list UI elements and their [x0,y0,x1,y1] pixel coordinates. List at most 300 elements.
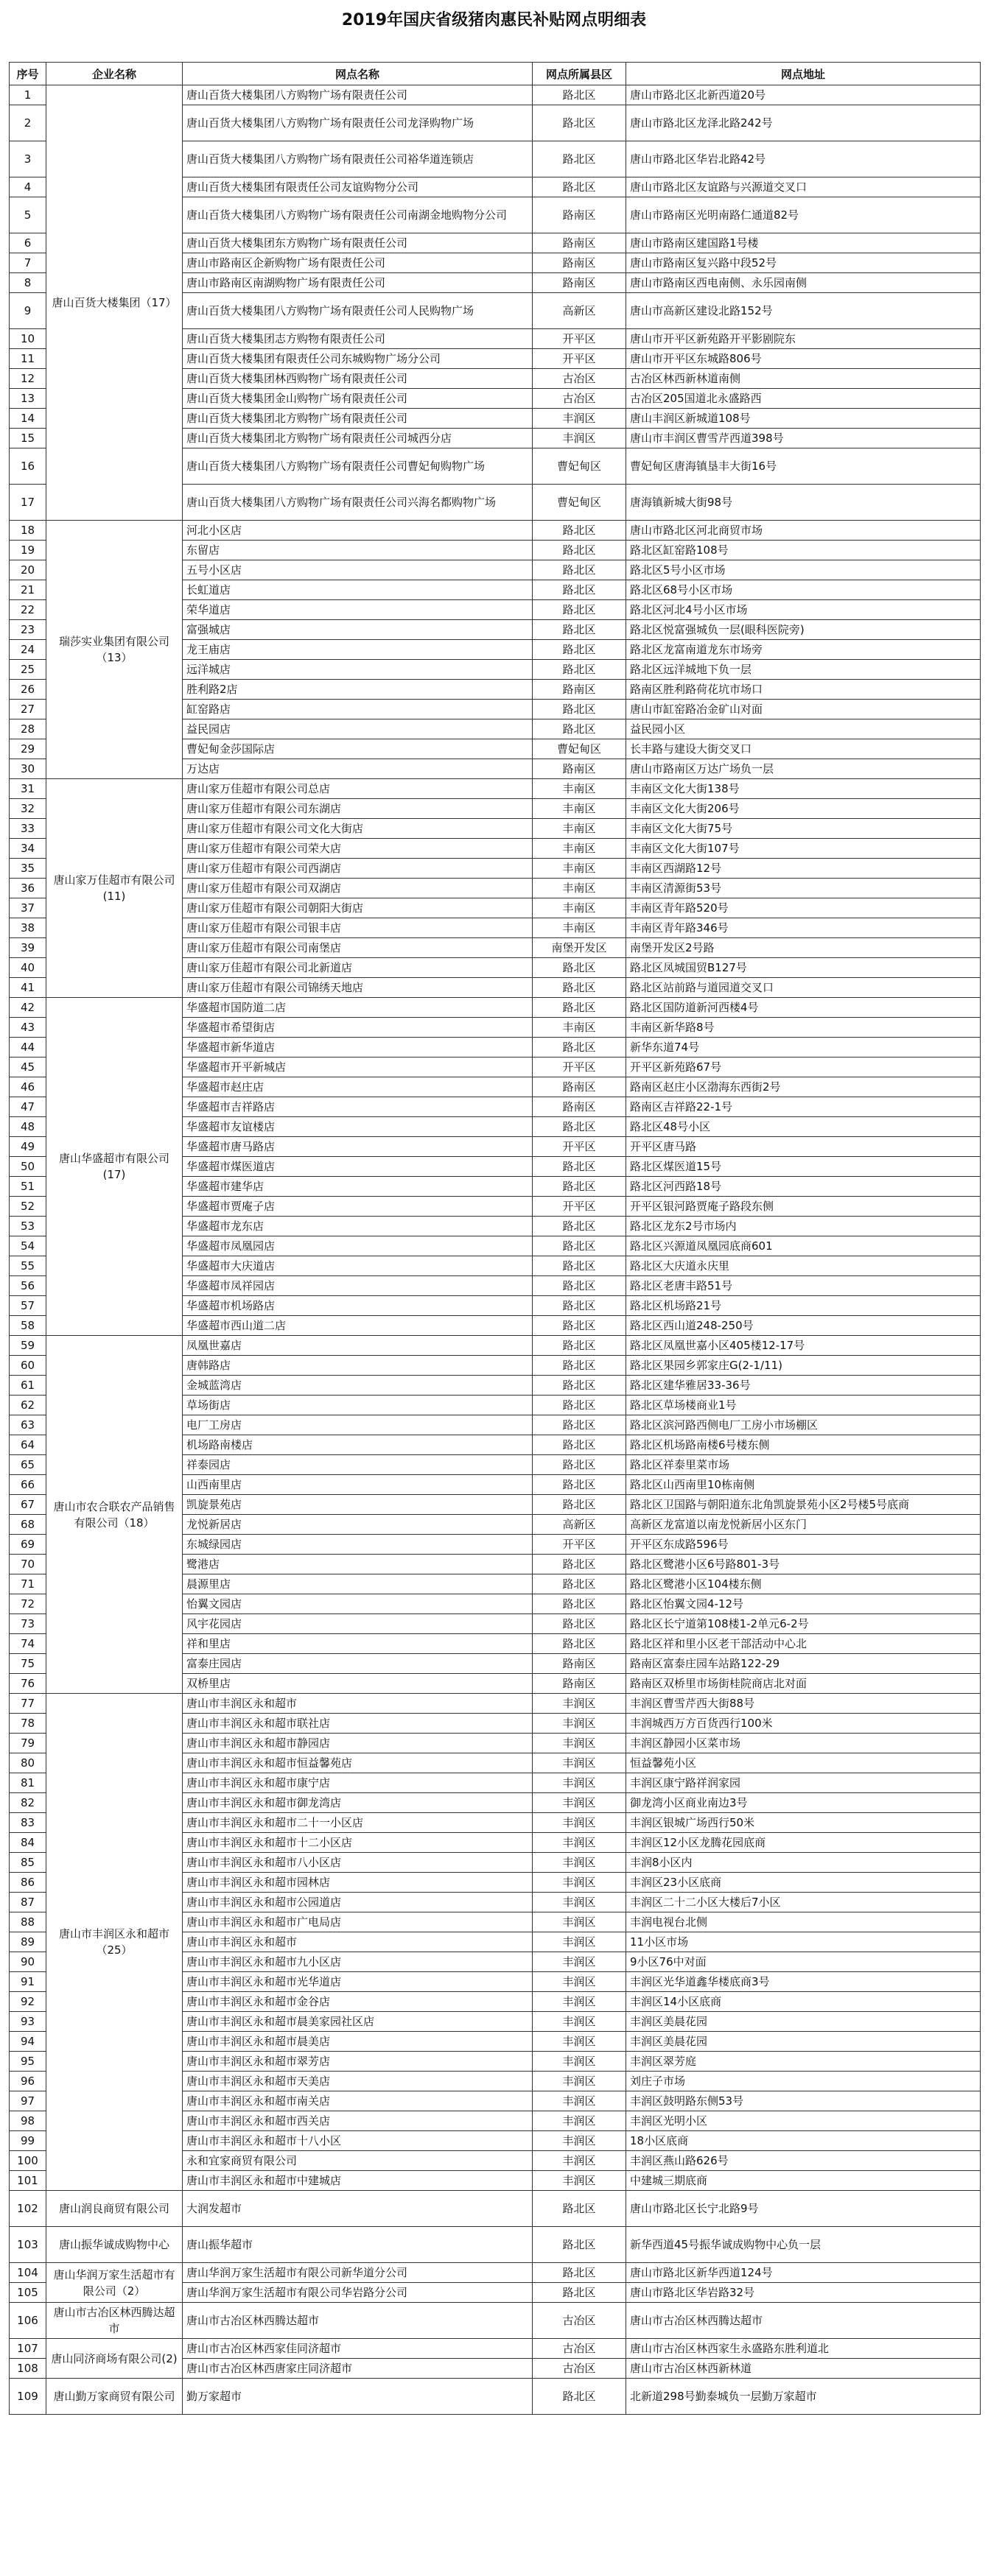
outlet-address: 丰润区光华道鑫华楼底商3号 [626,1972,981,1992]
outlet-name: 唐山市丰润区永和超市静园店 [183,1734,533,1753]
row-index: 84 [10,1833,46,1853]
outlet-address: 丰南区青年路520号 [626,898,981,918]
outlet-address: 丰润区翠芳庭 [626,2052,981,2072]
row-index: 63 [10,1415,46,1435]
outlet-address: 丰润区23小区底商 [626,1873,981,1893]
outlet-name: 山西南里店 [183,1475,533,1495]
header-row [10,63,981,85]
outlet-name: 万达店 [183,759,533,779]
outlet-address: 曹妃甸区唐海镇垦丰大街16号 [626,448,981,485]
outlet-name: 唐山市丰润区永和超市十二小区店 [183,1833,533,1853]
row-index: 31 [10,779,46,799]
row-index: 27 [10,700,46,719]
outlet-district: 路北区 [533,978,626,998]
header-address: 网点地址 [626,63,981,85]
outlet-address: 路北区怡翼文园4-12号 [626,1594,981,1614]
outlet-address: 9小区76中对面 [626,1952,981,1972]
outlet-name: 唐山市古冶区林西唐家庄同济超市 [183,2359,533,2379]
outlet-address: 开平区唐马路 [626,1137,981,1157]
outlet-address: 路北区祥和里小区老干部活动中心北 [626,1634,981,1654]
row-index: 97 [10,2091,46,2111]
outlet-district: 开平区 [533,329,626,349]
row-index: 69 [10,1535,46,1555]
outlet-address: 唐山市开平区新苑路开平影剧院东 [626,329,981,349]
outlet-address: 丰南区青年路346号 [626,918,981,938]
row-index: 75 [10,1654,46,1674]
table-row [10,1336,981,1356]
outlet-district: 路北区 [533,2283,626,2303]
outlet-address: 唐山市古冶区林西新林道 [626,2359,981,2379]
outlet-district: 曹妃甸区 [533,739,626,759]
outlet-address: 路北区河西路18号 [626,1177,981,1197]
outlet-district: 丰润区 [533,1992,626,2012]
row-index: 80 [10,1753,46,1773]
outlet-address: 路北区果园乡郭家庄G(2-1/11) [626,1356,981,1376]
outlet-name: 唐山家万佳超市有限公司双湖店 [183,879,533,898]
outlet-district: 丰润区 [533,1773,626,1793]
outlet-name: 唐山市丰润区永和超市中建城店 [183,2171,533,2191]
row-index: 11 [10,349,46,369]
outlet-district: 丰润区 [533,2151,626,2171]
row-index: 91 [10,1972,46,1992]
outlet-name: 唐山百货大楼集团志方购物有限责任公司 [183,329,533,349]
outlet-name: 凤凰世嘉店 [183,1336,533,1356]
outlet-district: 开平区 [533,1197,626,1217]
outlet-district: 丰润区 [533,2032,626,2052]
outlet-district: 丰润区 [533,2111,626,2131]
outlet-district: 路北区 [533,1574,626,1594]
outlet-name: 鹭港店 [183,1555,533,1574]
outlet-name: 唐山百货大楼集团有限责任公司东城购物广场分公司 [183,349,533,369]
outlet-address: 丰润区14小区底商 [626,1992,981,2012]
outlet-name: 唐山市丰润区永和超市金谷店 [183,1992,533,2012]
outlet-address: 开平区新苑路67号 [626,1058,981,1077]
row-index: 109 [10,2379,46,2415]
outlet-name: 华盛超市国防道二店 [183,998,533,1018]
outlet-address: 路北区滨河路西侧电厂工房小市场棚区 [626,1415,981,1435]
outlet-district: 丰润区 [533,1694,626,1714]
outlet-name: 唐山市古冶区林西腾达超市 [183,2303,533,2339]
outlet-district: 丰润区 [533,2072,626,2091]
row-index: 6 [10,233,46,253]
row-index: 3 [10,141,46,177]
row-index: 52 [10,1197,46,1217]
outlet-address: 丰润区美晨花园 [626,2012,981,2032]
outlet-address: 丰南区文化大街107号 [626,839,981,859]
outlet-name: 双桥里店 [183,1674,533,1694]
outlet-address: 路北区山西南里10栋南侧 [626,1475,981,1495]
outlet-name: 凯旋景苑店 [183,1495,533,1515]
table-row [10,521,981,541]
table-row [10,2227,981,2263]
outlet-district: 路北区 [533,1236,626,1256]
outlet-name: 富泰庄园店 [183,1654,533,1674]
row-index: 65 [10,1455,46,1475]
outlet-address: 唐山市路南区西电南侧、永乐园南侧 [626,273,981,293]
outlet-name: 华盛超市友谊楼店 [183,1117,533,1137]
outlet-name: 唐山市丰润区永和超市西关店 [183,2111,533,2131]
outlet-name: 唐山市丰润区永和超市南关店 [183,2091,533,2111]
outlet-address: 南堡开发区2号路 [626,938,981,958]
outlet-address: 丰润区燕山路626号 [626,2151,981,2171]
outlet-address: 高新区龙富道以南龙悦新居小区东门 [626,1515,981,1535]
row-index: 37 [10,898,46,918]
row-index: 1 [10,85,46,105]
outlet-name: 唐山市丰润区永和超市晨美家园社区店 [183,2012,533,2032]
outlet-address: 丰润区康宁路祥润家园 [626,1773,981,1793]
outlet-address: 路北区国防道新河西楼4号 [626,998,981,1018]
row-index: 4 [10,177,46,197]
outlet-name: 祥和里店 [183,1634,533,1654]
outlet-name: 晨源里店 [183,1574,533,1594]
outlet-district: 路北区 [533,2227,626,2263]
outlet-district: 丰润区 [533,2131,626,2151]
outlet-district: 路北区 [533,2379,626,2415]
row-index: 57 [10,1296,46,1316]
row-index: 2 [10,105,46,141]
outlet-address: 唐山市高新区建设北路152号 [626,293,981,329]
outlet-address: 御龙湾小区商业南边3号 [626,1793,981,1813]
row-index: 18 [10,521,46,541]
row-index: 10 [10,329,46,349]
outlet-name: 华盛超市凤凰园店 [183,1236,533,1256]
row-index: 62 [10,1396,46,1415]
outlet-name: 唐山家万佳超市有限公司荣大店 [183,839,533,859]
outlet-district: 路北区 [533,1296,626,1316]
outlet-district: 路北区 [533,1276,626,1296]
outlet-address: 唐山市路北区华岩北路42号 [626,141,981,177]
outlet-address: 丰润电视台北侧 [626,1912,981,1932]
table-row [10,2379,981,2415]
row-index: 15 [10,429,46,448]
outlet-address: 丰润区鼓明路东侧53号 [626,2091,981,2111]
row-index: 7 [10,253,46,273]
outlet-name: 唐山百货大楼集团八方购物广场有限责任公司 [183,85,533,105]
outlet-name: 东留店 [183,541,533,560]
outlet-name: 华盛超市煤医道店 [183,1157,533,1177]
outlet-district: 路北区 [533,620,626,640]
outlet-address: 古冶区205国道北永盛路西 [626,389,981,409]
outlet-name: 长虹道店 [183,580,533,600]
outlet-district: 丰润区 [533,1952,626,1972]
company-name: 唐山振华诚成购物中心 [46,2227,183,2263]
outlet-district: 丰润区 [533,2171,626,2191]
outlet-address: 路北区远洋城地下负一层 [626,660,981,680]
row-index: 100 [10,2151,46,2171]
outlet-district: 路南区 [533,1654,626,1674]
outlet-address: 唐山市路北区北新西道20号 [626,85,981,105]
outlet-address: 刘庄子市场 [626,2072,981,2091]
row-index: 36 [10,879,46,898]
outlet-address: 丰南区文化大街138号 [626,779,981,799]
outlet-address: 唐山市路北区华岩路32号 [626,2283,981,2303]
outlet-district: 丰润区 [533,1753,626,1773]
row-index: 93 [10,2012,46,2032]
outlet-district: 开平区 [533,1058,626,1077]
outlet-district: 路北区 [533,958,626,978]
outlet-name: 唐山振华超市 [183,2227,533,2263]
outlet-address: 路北区站前路与道园道交叉口 [626,978,981,998]
outlet-address: 路北区68号小区市场 [626,580,981,600]
row-index: 53 [10,1217,46,1236]
outlet-name: 唐山市丰润区永和超市晨美店 [183,2032,533,2052]
row-index: 77 [10,1694,46,1714]
outlet-address: 丰南区文化大街75号 [626,819,981,839]
outlet-district: 路北区 [533,998,626,1018]
row-index: 87 [10,1893,46,1912]
row-index: 95 [10,2052,46,2072]
row-index: 17 [10,485,46,521]
row-index: 99 [10,2131,46,2151]
outlet-name: 华盛超市建华店 [183,1177,533,1197]
outlet-name: 唐山市丰润区永和超市二十一小区店 [183,1813,533,1833]
outlet-name: 富强城店 [183,620,533,640]
outlet-name: 勤万家超市 [183,2379,533,2415]
outlet-name: 唐山百货大楼集团林西购物广场有限责任公司 [183,369,533,389]
outlet-district: 丰润区 [533,1813,626,1833]
row-index: 92 [10,1992,46,2012]
row-index: 43 [10,1018,46,1038]
outlet-district: 路北区 [533,719,626,739]
outlet-name: 唐山百货大楼集团北方购物广场有限责任公司城西分店 [183,429,533,448]
outlet-name: 华盛超市贾庵子店 [183,1197,533,1217]
outlet-address: 丰南区清源街53号 [626,879,981,898]
sheet-title: 2019年国庆省级猪肉惠民补贴网点明细表 [341,11,647,29]
outlet-district: 古冶区 [533,2359,626,2379]
outlet-name: 唐山百货大楼集团有限责任公司友谊购物分公司 [183,177,533,197]
outlet-address: 开平区东成路596号 [626,1535,981,1555]
outlet-name: 缸窑路店 [183,700,533,719]
outlet-address: 路北区河北4号小区市场 [626,600,981,620]
row-index: 104 [10,2263,46,2283]
outlet-name: 草场街店 [183,1396,533,1415]
outlet-address: 丰润区银城广场西行50米 [626,1813,981,1833]
row-index: 47 [10,1097,46,1117]
outlet-address: 路北区建华雅居33-36号 [626,1376,981,1396]
outlet-name: 唐山市丰润区永和超市八小区店 [183,1853,533,1873]
outlet-district: 路北区 [533,1256,626,1276]
outlet-district: 路南区 [533,1674,626,1694]
row-index: 68 [10,1515,46,1535]
outlet-name: 唐山百货大楼集团北方购物广场有限责任公司 [183,409,533,429]
outlet-address: 路北区鹭港小区6号路801-3号 [626,1555,981,1574]
outlet-name: 唐山家万佳超市有限公司朝阳大街店 [183,898,533,918]
outlet-district: 路南区 [533,197,626,233]
outlet-district: 路北区 [533,1117,626,1137]
outlet-name: 胜利路2店 [183,680,533,700]
company-name: 唐山华润万家生活超市有限公司（2） [46,2263,183,2303]
outlet-district: 路北区 [533,700,626,719]
row-index: 40 [10,958,46,978]
outlet-name: 唐山家万佳超市有限公司北新道店 [183,958,533,978]
outlet-name: 华盛超市西山道二店 [183,1316,533,1336]
outlet-district: 丰润区 [533,1932,626,1952]
row-index: 59 [10,1336,46,1356]
outlet-district: 丰润区 [533,2052,626,2072]
row-index: 103 [10,2227,46,2263]
row-index: 70 [10,1555,46,1574]
outlet-address: 唐山丰润区新城道108号 [626,409,981,429]
outlet-name: 唐山市丰润区永和超市 [183,1694,533,1714]
outlet-district: 路南区 [533,1077,626,1097]
row-index: 24 [10,640,46,660]
row-index: 83 [10,1813,46,1833]
outlet-name: 唐山百货大楼集团东方购物广场有限责任公司 [183,233,533,253]
outlet-name: 大润发超市 [183,2191,533,2227]
outlet-district: 路南区 [533,680,626,700]
outlet-district: 丰南区 [533,799,626,819]
row-index: 106 [10,2303,46,2339]
company-name: 唐山勤万家商贸有限公司 [46,2379,183,2415]
row-index: 54 [10,1236,46,1256]
outlet-district: 路北区 [533,1316,626,1336]
outlet-district: 古冶区 [533,369,626,389]
outlet-name: 唐山家万佳超市有限公司银丰店 [183,918,533,938]
outlet-address: 路北区老唐丰路51号 [626,1276,981,1296]
row-index: 64 [10,1435,46,1455]
company-name: 唐山百货大楼集团（17） [46,85,183,521]
outlet-address: 路北区凤凰世嘉小区405楼12-17号 [626,1336,981,1356]
outlet-district: 路北区 [533,1614,626,1634]
outlet-address: 恒益馨苑小区 [626,1753,981,1773]
outlet-address: 丰润区曹雪芹西大街88号 [626,1694,981,1714]
outlet-district: 丰南区 [533,1018,626,1038]
row-index: 98 [10,2111,46,2131]
outlet-name: 唐山百货大楼集团八方购物广场有限责任公司龙泽购物广场 [183,105,533,141]
outlet-name: 唐山市丰润区永和超市恒益馨苑店 [183,1753,533,1773]
outlet-district: 路北区 [533,560,626,580]
row-index: 16 [10,448,46,485]
outlet-address: 路北区5号小区市场 [626,560,981,580]
outlet-name: 华盛超市吉祥路店 [183,1097,533,1117]
row-index: 13 [10,389,46,409]
company-name: 唐山市农合联农产品销售有限公司（18） [46,1336,183,1694]
outlet-address: 唐山市古冶区林西家生永盛路东胜利道北 [626,2339,981,2359]
outlet-name: 龙悦新居店 [183,1515,533,1535]
outlet-name: 唐山百货大楼集团八方购物广场有限责任公司曹妃甸购物广场 [183,448,533,485]
row-index: 72 [10,1594,46,1614]
row-index: 86 [10,1873,46,1893]
outlet-district: 路北区 [533,141,626,177]
company-name: 唐山市古冶区林西腾达超市 [46,2303,183,2339]
row-index: 8 [10,273,46,293]
outlet-name: 永和宜家商贸有限公司 [183,2151,533,2171]
outlet-district: 路北区 [533,541,626,560]
outlet-address: 唐山市路南区复兴路中段52号 [626,253,981,273]
outlet-district: 曹妃甸区 [533,448,626,485]
outlet-name: 唐山市丰润区永和超市康宁店 [183,1773,533,1793]
outlet-address: 路北区龙富南道龙东市场旁 [626,640,981,660]
outlet-district: 丰南区 [533,819,626,839]
row-index: 89 [10,1932,46,1952]
outlet-address: 路北区祥泰里菜市场 [626,1455,981,1475]
row-index: 90 [10,1952,46,1972]
row-index: 71 [10,1574,46,1594]
outlet-address: 路北区龙东2号市场内 [626,1217,981,1236]
outlet-address: 路北区草场楼商业1号 [626,1396,981,1415]
outlet-district: 丰润区 [533,1833,626,1853]
outlet-district: 路南区 [533,273,626,293]
outlet-name: 唐山家万佳超市有限公司南堡店 [183,938,533,958]
outlet-address: 路北区大庆道永庆里 [626,1256,981,1276]
outlet-address: 长丰路与建设大街交叉口 [626,739,981,759]
company-name: 唐山市丰润区永和超市（25） [46,1694,183,2191]
company-name: 唐山家万佳超市有限公司(11) [46,779,183,998]
outlet-name: 唐山市丰润区永和超市天美店 [183,2072,533,2091]
row-index: 12 [10,369,46,389]
table-row [10,1694,981,1714]
outlet-name: 唐山华润万家生活超市有限公司新华道分公司 [183,2263,533,2283]
outlet-name: 华盛超市新华道店 [183,1038,533,1058]
outlet-address: 路南区吉祥路22-1号 [626,1097,981,1117]
row-index: 23 [10,620,46,640]
outlet-district: 路北区 [533,1594,626,1614]
row-index: 49 [10,1137,46,1157]
outlet-address: 古冶区林西新林道南侧 [626,369,981,389]
outlet-address: 路南区富泰庄园车站路122-29 [626,1654,981,1674]
row-index: 29 [10,739,46,759]
outlet-address: 丰润城西万方百货西行100米 [626,1714,981,1734]
table-body [10,85,981,2415]
outlet-address: 丰润区12小区龙腾花园底商 [626,1833,981,1853]
outlet-name: 唐山市丰润区永和超市翠芳店 [183,2052,533,2072]
outlet-address: 丰润区美晨花园 [626,2032,981,2052]
table-row [10,779,981,799]
row-index: 48 [10,1117,46,1137]
row-index: 60 [10,1356,46,1376]
outlet-district: 丰南区 [533,779,626,799]
row-index: 79 [10,1734,46,1753]
outlet-district: 丰润区 [533,2012,626,2032]
outlet-name: 华盛超市机场路店 [183,1296,533,1316]
outlet-address: 唐山市路北区龙泽北路242号 [626,105,981,141]
outlet-district: 丰润区 [533,409,626,429]
outlet-address: 丰润区静园小区菜市场 [626,1734,981,1753]
outlet-name: 唐山百货大楼集团八方购物广场有限责任公司人民购物广场 [183,293,533,329]
outlet-address: 益民园小区 [626,719,981,739]
outlet-address: 11小区市场 [626,1932,981,1952]
outlet-district: 古冶区 [533,2339,626,2359]
header-district: 网点所属县区 [533,63,626,85]
outlet-table [9,62,981,2415]
outlet-name: 华盛超市唐马路店 [183,1137,533,1157]
table-row [10,2263,981,2283]
row-index: 41 [10,978,46,998]
outlet-address: 丰南区西湖路12号 [626,859,981,879]
header-index: 序号 [10,63,46,85]
row-index: 66 [10,1475,46,1495]
outlet-name: 华盛超市赵庄店 [183,1077,533,1097]
outlet-district: 路北区 [533,580,626,600]
outlet-name: 华盛超市龙东店 [183,1217,533,1236]
outlet-district: 开平区 [533,1535,626,1555]
outlet-district: 路北区 [533,1177,626,1197]
outlet-address: 中建城三期底商 [626,2171,981,2191]
outlet-district: 路南区 [533,253,626,273]
outlet-name: 唐山百货大楼集团金山购物广场有限责任公司 [183,389,533,409]
outlet-name: 唐山家万佳超市有限公司文化大街店 [183,819,533,839]
row-index: 61 [10,1376,46,1396]
outlet-name: 唐山家万佳超市有限公司总店 [183,779,533,799]
outlet-district: 路北区 [533,1495,626,1515]
outlet-district: 路北区 [533,600,626,620]
outlet-name: 唐山华润万家生活超市有限公司华岩路分公司 [183,2283,533,2303]
outlet-district: 丰南区 [533,898,626,918]
outlet-address: 丰南区文化大街206号 [626,799,981,819]
outlet-address: 丰润区光明小区 [626,2111,981,2131]
outlet-district: 丰润区 [533,1912,626,1932]
outlet-district: 路北区 [533,2191,626,2227]
